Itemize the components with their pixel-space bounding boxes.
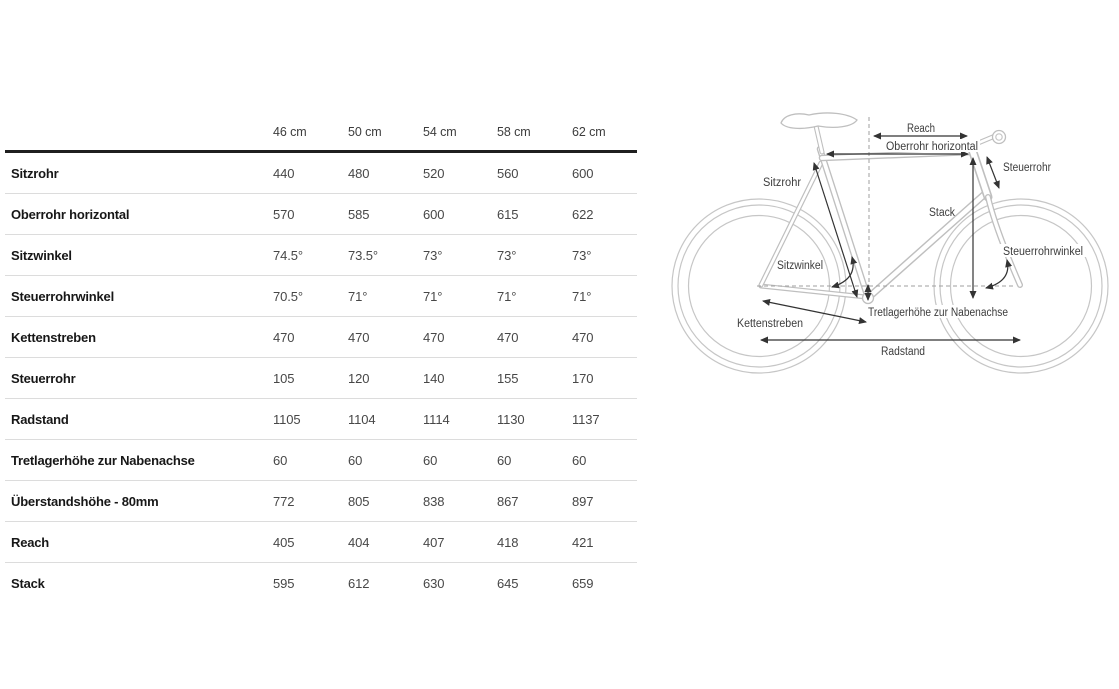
cell-value: 622 xyxy=(572,206,594,222)
cell-value: 897 xyxy=(572,493,594,509)
row-label: Stack xyxy=(11,575,45,591)
row-label: Radstand xyxy=(11,411,69,427)
cell-value: 772 xyxy=(273,493,295,509)
table-row xyxy=(5,358,637,399)
row-label: Überstandshöhe - 80mm xyxy=(11,493,159,509)
cell-value: 71° xyxy=(348,288,368,304)
saddle xyxy=(781,113,857,128)
table-header-row xyxy=(5,114,637,153)
table-row xyxy=(5,440,637,481)
cell-value: 60 xyxy=(497,452,512,468)
cell-value: 570 xyxy=(273,206,295,222)
cell-value: 1137 xyxy=(572,411,600,427)
stack-label: Stack xyxy=(929,207,956,219)
oberrohr-horizontal-label: Oberrohr horizontal xyxy=(886,141,978,153)
cell-value: 600 xyxy=(572,165,594,181)
cell-value: 60 xyxy=(572,452,587,468)
handlebar xyxy=(993,131,1006,144)
table-row xyxy=(5,481,637,522)
cell-value: 71° xyxy=(423,288,443,304)
cell-value: 645 xyxy=(497,575,519,591)
column-header: 58 cm xyxy=(497,125,531,139)
tretlagerhoehe-label: Tretlagerhöhe zur Nabenachse xyxy=(868,307,1008,319)
cell-value: 418 xyxy=(497,534,519,550)
table-row xyxy=(5,235,637,276)
cell-value: 440 xyxy=(273,165,295,181)
cell-value: 1130 xyxy=(497,411,525,427)
cell-value: 73° xyxy=(497,247,517,263)
cell-value: 470 xyxy=(497,329,519,345)
row-label: Sitzrohr xyxy=(11,165,59,181)
column-header: 62 cm xyxy=(572,125,606,139)
row-label: Kettenstreben xyxy=(11,329,96,345)
cell-value: 659 xyxy=(572,575,594,591)
cell-value: 71° xyxy=(572,288,592,304)
cell-value: 155 xyxy=(497,370,519,386)
cell-value: 612 xyxy=(348,575,370,591)
reach-label: Reach xyxy=(907,123,935,135)
row-label: Reach xyxy=(11,534,50,550)
cell-value: 805 xyxy=(348,493,370,509)
table-row xyxy=(5,522,637,563)
cell-value: 595 xyxy=(273,575,295,591)
cell-value: 120 xyxy=(348,370,370,386)
cell-value: 73° xyxy=(572,247,592,263)
table-row xyxy=(5,399,637,440)
diagram-labels xyxy=(734,123,1086,358)
row-label: Tretlagerhöhe zur Nabenachse xyxy=(11,452,195,468)
row-label: Sitzwinkel xyxy=(11,247,72,263)
steuerrohr-label: Steuerrohr xyxy=(1003,162,1052,174)
table-row xyxy=(5,276,637,317)
row-label: Steuerrohrwinkel xyxy=(11,288,114,304)
cell-value: 470 xyxy=(572,329,594,345)
cell-value: 1105 xyxy=(273,411,301,427)
cell-value: 615 xyxy=(497,206,519,222)
cell-value: 60 xyxy=(273,452,288,468)
column-header: 54 cm xyxy=(423,125,457,139)
cell-value: 1104 xyxy=(348,411,376,427)
geometry-table xyxy=(5,114,637,603)
sitzwinkel-label: Sitzwinkel xyxy=(777,260,823,272)
cell-value: 74.5° xyxy=(273,247,304,263)
cell-value: 70.5° xyxy=(273,288,304,304)
cell-value: 1114 xyxy=(423,411,450,427)
cell-value: 60 xyxy=(348,452,363,468)
cell-value: 407 xyxy=(423,534,445,550)
cell-value: 105 xyxy=(273,370,295,386)
steuerrohrwinkel-label: Steuerrohrwinkel xyxy=(1003,246,1083,258)
table-row xyxy=(5,194,637,235)
table-row xyxy=(5,153,637,194)
table-row xyxy=(5,317,637,358)
steuerrohr-arrow xyxy=(987,157,999,188)
cell-value: 140 xyxy=(423,370,445,386)
cell-value: 405 xyxy=(273,534,295,550)
cell-value: 867 xyxy=(497,493,519,509)
sitzrohr-label: Sitzrohr xyxy=(763,177,802,189)
cell-value: 470 xyxy=(423,329,445,345)
kettenstreben-label: Kettenstreben xyxy=(737,318,803,330)
radstand-label: Radstand xyxy=(881,346,925,358)
column-header: 50 cm xyxy=(348,125,382,139)
cell-value: 585 xyxy=(348,206,370,222)
sitzrohr-arrow xyxy=(814,163,857,297)
cell-value: 73° xyxy=(423,247,443,263)
cell-value: 480 xyxy=(348,165,370,181)
cell-value: 470 xyxy=(273,329,295,345)
cell-value: 404 xyxy=(348,534,370,550)
column-header: 46 cm xyxy=(273,125,307,139)
cell-value: 520 xyxy=(423,165,445,181)
row-label: Steuerrohr xyxy=(11,370,76,386)
cell-value: 630 xyxy=(423,575,445,591)
cell-value: 170 xyxy=(572,370,594,386)
cell-value: 560 xyxy=(497,165,519,181)
cell-value: 838 xyxy=(423,493,445,509)
cell-value: 600 xyxy=(423,206,445,222)
cell-value: 470 xyxy=(348,329,370,345)
cell-value: 73.5° xyxy=(348,247,379,263)
bike-geometry-diagram xyxy=(660,95,1119,415)
table-row xyxy=(5,563,637,603)
cell-value: 71° xyxy=(497,288,517,304)
cell-value: 60 xyxy=(423,452,438,468)
row-label: Oberrohr horizontal xyxy=(11,206,130,222)
steuerrohrwinkel-arc xyxy=(986,260,1008,288)
cell-value: 421 xyxy=(572,534,594,550)
